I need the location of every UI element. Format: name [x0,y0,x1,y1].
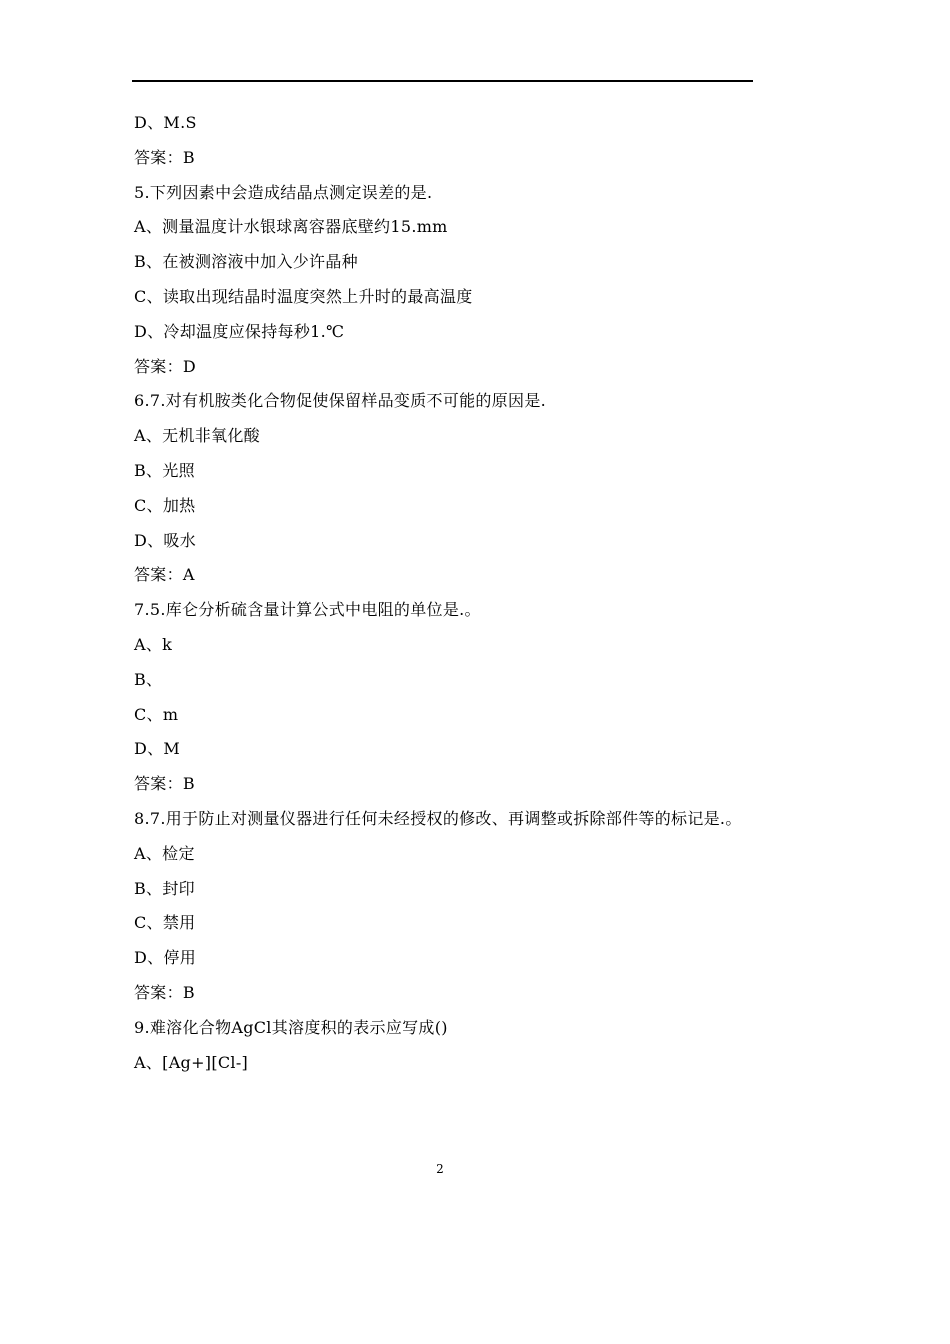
question-7: 7.5.库仑分析硫含量计算公式中电阻的单位是.。 [134,600,481,620]
option-line: B、 [134,669,163,689]
answer-line: 答案：A [134,565,195,585]
option-line: B、在被测溶液中加入少许晶种 [134,252,358,272]
option-line: A、无机非氧化酸 [134,426,260,446]
question-5: 5.下列因素中会造成结晶点测定误差的是. [134,182,433,202]
option-line: D、M [134,739,181,759]
question-9: 9.难溶化合物AgCl其溶度积的表示应写成() [134,1017,448,1037]
text-line: D、M.S [134,113,197,132]
option-line: B、封印 [134,878,195,898]
page-number: 2 [436,1162,444,1176]
answer-line: 答案：D [134,356,197,376]
option-line: D、冷却温度应保持每秒1.℃ [134,321,345,341]
header-rule [132,80,753,82]
option-line: D、吸水 [134,530,197,550]
answer-line: 答案：B [134,774,195,794]
option-line: C、m [134,704,179,724]
option-line: A、[Ag+][Cl-] [134,1052,249,1072]
question-6: 6.7.对有机胺类化合物促使保留样品变质不可能的原因是. [134,391,547,411]
option-line: A、测量温度计水银球离容器底壁约15.mm [134,217,448,237]
question-8: 8.7.用于防止对测量仪器进行任何未经授权的修改、再调整或拆除部件等的标记是.。 [134,808,742,828]
option-line: C、读取出现结晶时温度突然上升时的最高温度 [134,286,473,306]
option-line: B、光照 [134,460,195,480]
option-line: D、停用 [134,948,197,968]
document-body [134,106,756,1080]
option-line: C、加热 [134,495,196,515]
answer-line: 答案：B [134,147,195,167]
answer-line: 答案：B [134,982,195,1002]
option-line: C、禁用 [134,913,196,933]
option-line: A、检定 [134,843,195,863]
option-line: A、k [134,634,173,654]
